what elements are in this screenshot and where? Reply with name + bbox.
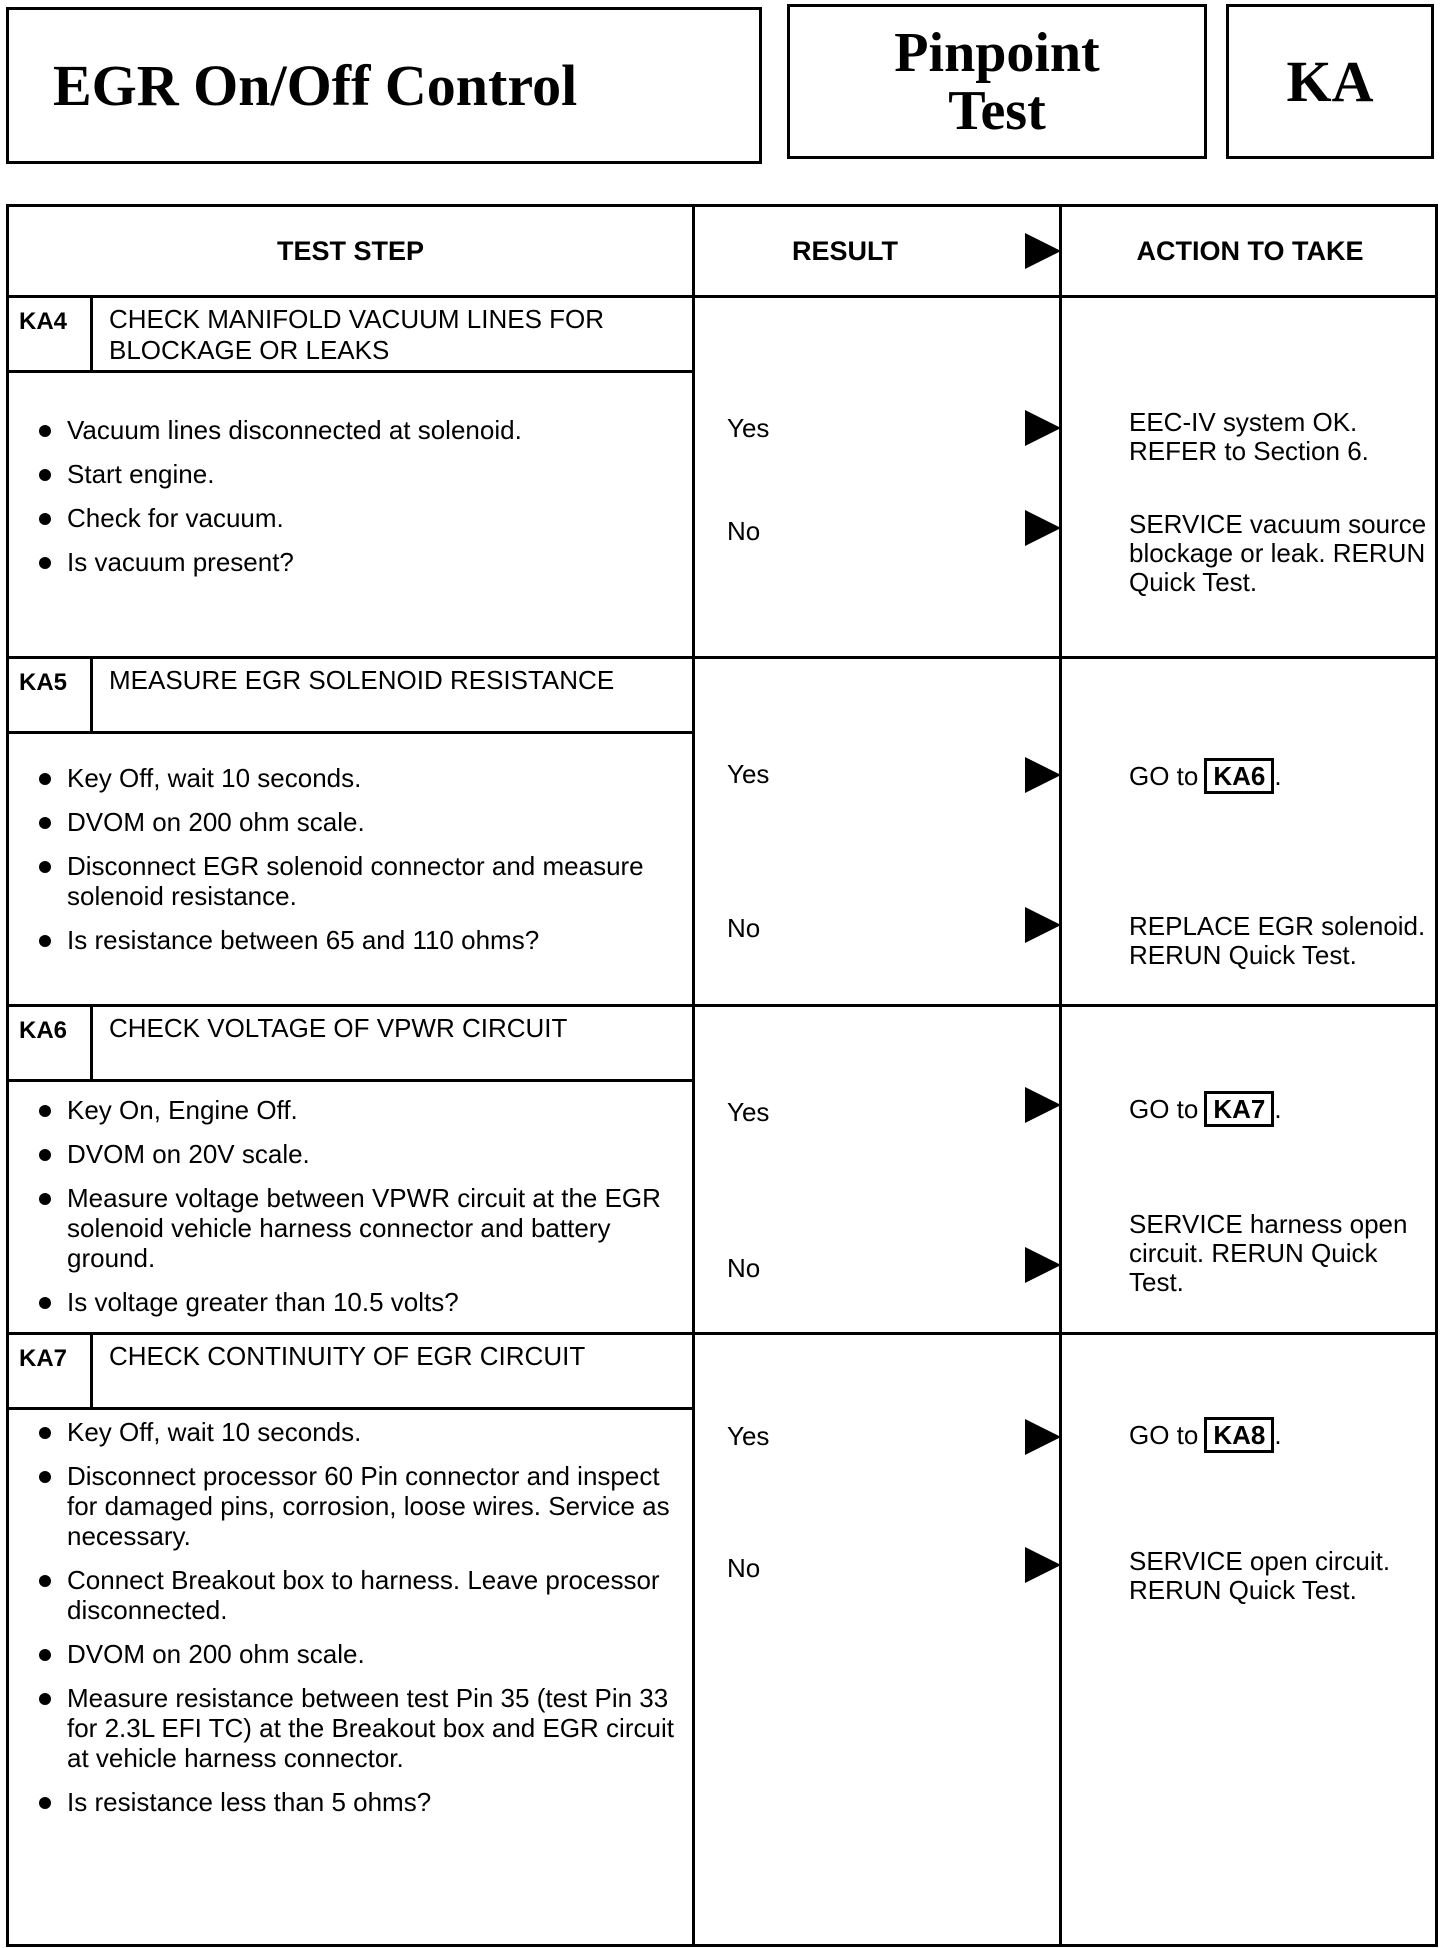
list-item: Is resistance between 65 and 110 ohms? xyxy=(9,925,689,955)
step-id: KA4 xyxy=(9,298,93,370)
result-yes: Yes xyxy=(727,1421,770,1451)
step-section-ka7 xyxy=(9,1335,1435,1947)
result-no: No xyxy=(727,913,761,943)
action-yes xyxy=(1129,1417,1429,1453)
column-header-action: ACTION TO TAKE xyxy=(1136,235,1364,266)
action-yes: EEC-IV system OK. REFER to Section 6. xyxy=(1129,407,1369,466)
goto-step-ka6[interactable]: KA6 xyxy=(1204,758,1274,794)
action-yes xyxy=(1129,758,1429,794)
arrow-right-icon xyxy=(1025,510,1061,546)
list-item: Check for vacuum. xyxy=(9,503,689,533)
step-header xyxy=(9,1335,692,1410)
page-title: EGR On/Off Control xyxy=(6,7,762,164)
goto-prefix: GO to xyxy=(1129,1420,1199,1450)
list-item: DVOM on 200 ohm scale. xyxy=(9,1639,689,1669)
step-section-ka5 xyxy=(9,659,1435,1004)
list-item: Vacuum lines disconnected at solenoid. xyxy=(9,415,689,445)
action-no: SERVICE open circuit. RERUN Quick Test. xyxy=(1129,1546,1391,1605)
list-item: Key Off, wait 10 seconds. xyxy=(9,1417,689,1447)
result-yes: Yes xyxy=(727,759,770,789)
list-item: Is vacuum present? xyxy=(9,547,689,577)
column-header-test-step: TEST STEP xyxy=(276,235,425,266)
action-no: SERVICE harness open circuit. RERUN Quick Test. xyxy=(1129,1209,1408,1297)
step-bullets xyxy=(9,1417,689,1831)
list-item: Key On, Engine Off. xyxy=(9,1095,689,1125)
step-bullets xyxy=(9,1095,689,1331)
list-item: Is resistance less than 5 ohms? xyxy=(9,1787,689,1817)
arrow-right-icon xyxy=(1025,410,1061,446)
arrow-right-icon xyxy=(1025,1419,1061,1455)
goto-prefix: GO to xyxy=(1129,1094,1199,1124)
step-header xyxy=(9,298,692,373)
arrow-right-icon xyxy=(1025,1247,1061,1283)
pinpoint-line-1: Pinpoint xyxy=(894,21,1100,84)
step-header xyxy=(9,659,692,734)
list-item: Is voltage greater than 10.5 volts? xyxy=(9,1287,689,1317)
arrow-right-icon xyxy=(1025,757,1061,793)
column-header-result: RESULT xyxy=(792,235,898,266)
step-section-ka6 xyxy=(9,1007,1435,1332)
result-yes: Yes xyxy=(727,1097,770,1127)
goto-step-ka7[interactable]: KA7 xyxy=(1204,1091,1274,1127)
header-arrow-icon xyxy=(1025,233,1061,269)
list-item: Connect Breakout box to harness. Leave processor disconnected. xyxy=(9,1565,689,1625)
test-code: KA xyxy=(1226,4,1434,159)
action-yes xyxy=(1129,1091,1429,1127)
goto-suffix: . xyxy=(1274,1420,1282,1450)
list-item: Measure resistance between test Pin 35 (test Pin 33 for 2.3L EFI TC) at the Breakout box and EGR circuit at vehicle harness connector. xyxy=(9,1683,689,1773)
action-no: REPLACE EGR solenoid. RERUN Quick Test. xyxy=(1129,911,1426,970)
step-title: CHECK CONTINUITY OF EGR CIRCUIT xyxy=(109,1341,586,1371)
step-id: KA5 xyxy=(9,659,93,731)
action-no: SERVICE vacuum source blockage or leak. RERUN Quick Test. xyxy=(1129,509,1427,597)
result-no: No xyxy=(727,1253,761,1283)
step-section-ka4 xyxy=(9,298,1435,656)
goto-suffix: . xyxy=(1274,1094,1282,1124)
pinpoint-line-2: Test xyxy=(948,79,1046,142)
step-title: CHECK MANIFOLD VACUUM LINES FOR BLOCKAGE OR LEAKS xyxy=(109,304,605,365)
result-yes: Yes xyxy=(727,413,770,443)
goto-step-ka8[interactable]: KA8 xyxy=(1204,1417,1274,1453)
step-bullets xyxy=(9,763,689,969)
result-no: No xyxy=(727,1553,761,1583)
list-item: Start engine. xyxy=(9,459,689,489)
arrow-right-icon xyxy=(1025,1087,1061,1123)
arrow-right-icon xyxy=(1025,1547,1061,1583)
list-item: DVOM on 200 ohm scale. xyxy=(9,807,689,837)
pinpoint-test-table xyxy=(6,204,1438,1947)
step-title: MEASURE EGR SOLENOID RESISTANCE xyxy=(109,665,615,695)
goto-suffix: . xyxy=(1274,761,1282,791)
arrow-right-icon xyxy=(1025,907,1061,943)
goto-prefix: GO to xyxy=(1129,761,1199,791)
step-header xyxy=(9,1007,692,1082)
list-item: Disconnect processor 60 Pin connector and inspect for damaged pins, corrosion, loose wires. Service as necessary. xyxy=(9,1461,689,1551)
list-item: DVOM on 20V scale. xyxy=(9,1139,689,1169)
pinpoint-test-label xyxy=(787,4,1207,159)
step-id: KA6 xyxy=(9,1007,93,1079)
step-title: CHECK VOLTAGE OF VPWR CIRCUIT xyxy=(109,1013,568,1043)
step-bullets xyxy=(9,415,689,591)
result-no: No xyxy=(727,516,761,546)
list-item: Key Off, wait 10 seconds. xyxy=(9,763,689,793)
step-id: KA7 xyxy=(9,1335,93,1407)
list-item: Measure voltage between VPWR circuit at the EGR solenoid vehicle harness connector and battery ground. xyxy=(9,1183,689,1273)
list-item: Disconnect EGR solenoid connector and measure solenoid resistance. xyxy=(9,851,689,911)
